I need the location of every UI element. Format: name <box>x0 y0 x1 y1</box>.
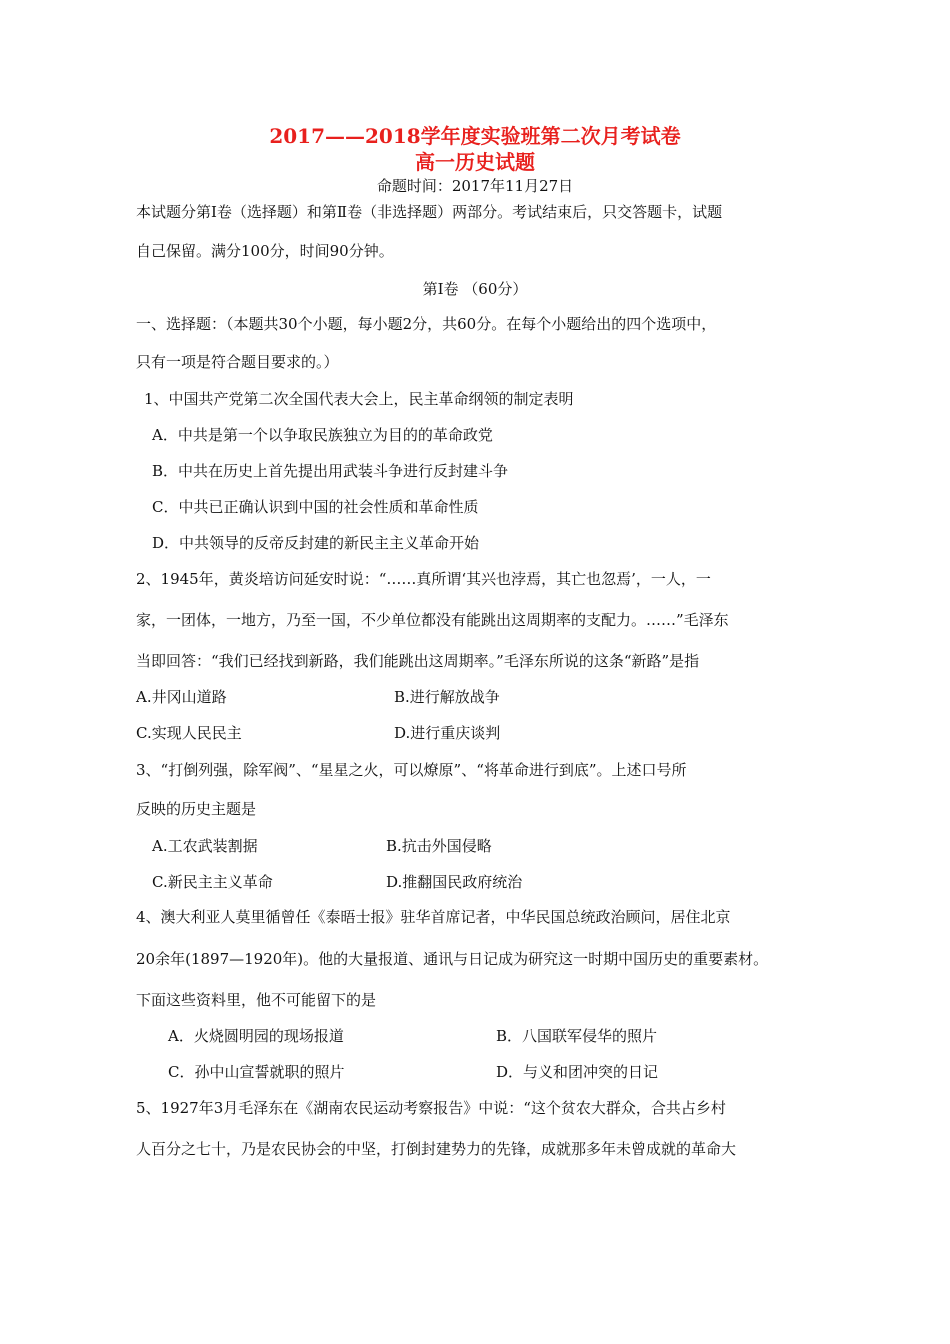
question-4-stem-line2: 20余年(1897—1920年)。他的大量报道、通讯与日记成为研究这一时期中国历史的重要素材。 <box>136 950 769 968</box>
question-4-option-a: A．火烧圆明园的现场报道 <box>168 1027 344 1045</box>
question-4-option-b: B．八国联军侵华的照片 <box>496 1027 658 1045</box>
question-2-stem-line1: 2、1945年，黄炎培访问延安时说：“……真所谓‘其兴也浡焉，其亡也忽焉’，一人，一 <box>136 570 711 588</box>
exam-date: 命题时间：2017年11月27日 <box>376 177 574 195</box>
question-4-stem-line1: 4、澳大利亚人莫里循曾任《泰晤士报》驻华首席记者，中华民国总统政治顾问，居住北京 <box>136 908 731 926</box>
question-4-option-c: C．孙中山宣誓就职的照片 <box>168 1063 345 1081</box>
exam-title: 2017——2018学年度实验班第二次月考试卷 <box>269 124 681 148</box>
question-1-option-a: A．中共是第一个以争取民族独立为目的的革命政党 <box>152 426 493 444</box>
question-3-option-b: B.抗击外国侵略 <box>386 837 492 855</box>
question-5-stem-line1: 5、1927年3月毛泽东在《湖南农民运动考察报告》中说：“这个贫农大群众，合共占乡村 <box>136 1099 726 1117</box>
part1-heading: 第Ⅰ卷 （60分） <box>422 280 528 298</box>
question-5-stem-line2: 人百分之七十，乃是农民协会的中坚，打倒封建势力的先锋，成就那多年未曾成就的革命大 <box>136 1140 737 1158</box>
question-1-option-b: B．中共在历史上首先提出用武装斗争进行反封建斗争 <box>152 462 509 480</box>
question-2-stem-line3: 当即回答：“我们已经找到新路，我们能跳出这周期率。”毛泽东所说的这条“新路”是指 <box>136 652 700 670</box>
question-3-option-d: D.推翻国民政府统治 <box>386 873 523 891</box>
question-4-option-d: D．与义和团冲突的日记 <box>496 1063 659 1081</box>
question-1-option-c: C．中共已正确认识到中国的社会性质和革命性质 <box>152 498 479 516</box>
section-instruction-line2: 只有一项是符合题目要求的。） <box>136 353 339 371</box>
exam-subtitle: 高一历史试题 <box>415 150 535 174</box>
question-1-option-d: D．中共领导的反帝反封建的新民主主义革命开始 <box>152 534 480 552</box>
section-instruction-line1: 一、选择题：（本题共30个小题，每小题2分，共60分。在每个小题给出的四个选项中， <box>136 315 717 333</box>
intro-text-line2: 自己保留。满分100分，时间90分钟。 <box>136 242 394 260</box>
question-4-stem-line3: 下面这些资料里，他不可能留下的是 <box>136 991 377 1009</box>
question-2-option-c: C.实现人民民主 <box>136 724 242 742</box>
question-3-option-a: A.工农武装割据 <box>152 837 258 855</box>
question-1-stem: 1、中国共产党第二次全国代表大会上，民主革命纲领的制定表明 <box>144 390 574 408</box>
intro-text-line1: 本试题分第Ⅰ卷（选择题）和第Ⅱ卷（非选择题）两部分。考试结束后，只交答题卡，试题 <box>136 203 723 221</box>
question-2-option-b: B.进行解放战争 <box>394 688 500 706</box>
question-2-stem-line2: 家，一团体，一地方，乃至一国，不少单位都没有能跳出这周期率的支配力。……”毛泽东 <box>136 611 729 629</box>
question-3-stem-line1: 3、“打倒列强，除军阀”、“星星之火，可以燎原”、“将革命进行到底”。上述口号所 <box>136 761 687 779</box>
question-3-stem-line2: 反映的历史主题是 <box>136 800 257 818</box>
question-2-option-d: D.进行重庆谈判 <box>394 724 501 742</box>
question-2-option-a: A.井冈山道路 <box>136 688 227 706</box>
question-3-option-c: C.新民主主义革命 <box>152 873 273 891</box>
